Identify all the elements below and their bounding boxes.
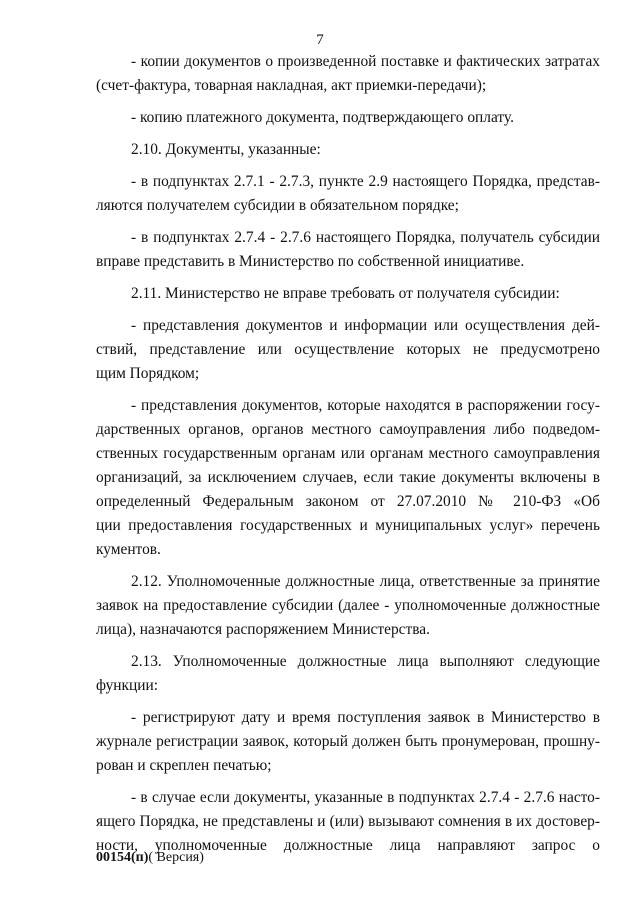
paragraph bbox=[96, 786, 600, 858]
paragraph bbox=[96, 314, 600, 386]
paragraph bbox=[96, 50, 600, 98]
text-line: ции предоставления государственных и муниципальных услуг» перечень bbox=[96, 517, 600, 534]
paragraph-gap bbox=[96, 218, 600, 226]
text-line: 2.13. Уполномоченные должностные лица выполняют следующие bbox=[131, 653, 600, 670]
paragraph-gap bbox=[96, 698, 600, 706]
paragraph-gap bbox=[96, 386, 600, 394]
text-line: ственных государственным органам или органам местного самоуправления bbox=[96, 445, 600, 462]
text-line: ствий, представление или осуществление которых не предусмотрено bbox=[96, 341, 600, 358]
text-line: 2.11. Министерство не вправе требовать от получателя субсидии: bbox=[131, 285, 560, 302]
footer-version: ( Версия) bbox=[148, 850, 204, 865]
text-line: лица), назначаются распоряжением Министерства. bbox=[96, 621, 430, 638]
paragraph bbox=[96, 106, 600, 130]
paragraph bbox=[96, 226, 600, 274]
paragraph bbox=[96, 138, 600, 162]
paragraph-gap bbox=[96, 562, 600, 570]
text-line: - в подпунктах 2.7.4 - 2.7.6 настоящего Порядка, получатель субсидии bbox=[131, 229, 600, 246]
paragraph-gap bbox=[96, 162, 600, 170]
document-body bbox=[96, 50, 600, 858]
text-line: 2.10. Документы, указанные: bbox=[131, 141, 321, 158]
text-line: функции: bbox=[96, 677, 158, 694]
paragraph bbox=[96, 706, 600, 778]
text-line: - представления документов, которые находятся в распоряжении госу- bbox=[131, 397, 600, 414]
paragraph bbox=[96, 570, 600, 642]
text-line: - копию платежного документа, подтверждающего оплату. bbox=[131, 109, 514, 126]
text-line: кументов. bbox=[96, 541, 161, 558]
text-line: - в подпунктах 2.7.1 - 2.7.3, пункте 2.9 настоящего Порядка, представ- bbox=[131, 173, 600, 190]
document-footer bbox=[96, 850, 204, 866]
text-line: рован и скреплен печатью; bbox=[96, 757, 272, 774]
text-line: дарственных органов, органов местного самоуправления либо подведом- bbox=[96, 421, 600, 438]
text-line: организаций, за исключением случаев, если такие документы включены в bbox=[96, 469, 600, 486]
paragraph-gap bbox=[96, 778, 600, 786]
paragraph-gap bbox=[96, 642, 600, 650]
text-line: - представления документов и информации или осуществления дей- bbox=[131, 317, 600, 334]
text-line: вправе представить в Министерство по собственной инициативе. bbox=[96, 253, 525, 270]
text-line: - в случае если документы, указанные в подпунктах 2.7.4 - 2.7.6 насто- bbox=[131, 789, 600, 806]
text-line: определенный Федеральным законом от 27.07.2010 № 210-ФЗ «Об bbox=[96, 493, 600, 510]
paragraph bbox=[96, 282, 600, 306]
text-line: (счет-фактура, товарная накладная, акт приемки-передачи); bbox=[96, 77, 487, 94]
text-line: ности, уполномоченные должностные лица направляют запрос о bbox=[96, 837, 600, 854]
paragraph-gap bbox=[96, 274, 600, 282]
text-line: ляются получателем субсидии в обязательном порядке; bbox=[96, 197, 459, 214]
footer-code: 00154(п) bbox=[96, 850, 149, 865]
page-number: 7 bbox=[316, 32, 324, 48]
text-line: заявок на предоставление субсидии (далее - уполномоченные должностные bbox=[96, 597, 600, 614]
paragraph-gap bbox=[96, 98, 600, 106]
text-line: журнале регистрации заявок, который должен быть пронумерован, прошну- bbox=[96, 733, 600, 750]
text-line: - регистрируют дату и время поступления заявок в Министерство в bbox=[131, 709, 600, 726]
paragraph bbox=[96, 650, 600, 698]
text-line: - копии документов о произведенной поставке и фактических затратах bbox=[131, 53, 600, 70]
paragraph bbox=[96, 394, 600, 562]
paragraph-gap bbox=[96, 130, 600, 138]
paragraph-gap bbox=[96, 306, 600, 314]
paragraph bbox=[96, 170, 600, 218]
text-line: ящего Порядка, не представлены и (или) вызывают сомнения в их достовер- bbox=[96, 813, 600, 830]
text-line: щим Порядком; bbox=[96, 365, 200, 382]
text-line: 2.12. Уполномоченные должностные лица, ответственные за принятие bbox=[131, 573, 600, 590]
